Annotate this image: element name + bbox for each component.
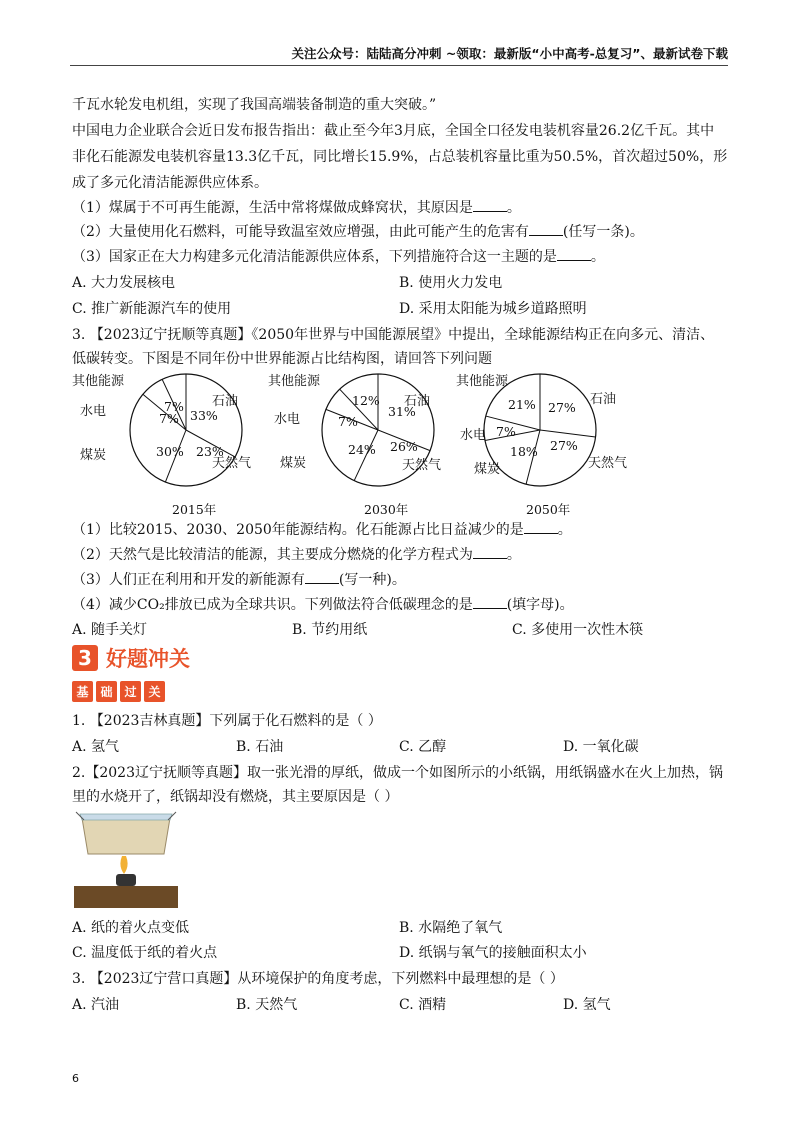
pie-label-gas: 天然气 — [588, 456, 628, 471]
q2-option-d[interactable]: D. 采用太阳能为城乡道路照明 — [399, 301, 587, 317]
q2-option-b[interactable]: B. 使用火力发电 — [399, 275, 503, 291]
water-surface — [80, 814, 172, 820]
section-heading: 好题冲关 — [106, 647, 190, 671]
section-title — [72, 644, 190, 672]
pct-value: 24% — [348, 442, 376, 457]
p1-option-a[interactable]: A. 氢气 — [72, 739, 120, 755]
pie-year-label: 2050年 — [526, 502, 571, 517]
p1-option-c[interactable]: C. 乙醇 — [399, 739, 447, 755]
flame — [120, 856, 127, 874]
badge-char: 关 — [144, 681, 165, 702]
pct-value: 7% — [496, 424, 516, 439]
pct-value: 31% — [388, 404, 416, 419]
table-surface — [74, 886, 178, 908]
intro-line: 中国电力企业联合会近日发布报告指出：截止至今年3月底，全国全口径发电装机容量26.2亿千瓦。其中 — [72, 123, 715, 139]
answer-blank[interactable] — [473, 595, 507, 609]
badge-char: 过 — [120, 681, 141, 702]
pie-label-coal: 煤炭 — [474, 462, 501, 477]
p3-option-a[interactable]: A. 汽油 — [72, 997, 120, 1013]
p2-option-a[interactable]: A. 纸的着火点变低 — [72, 920, 190, 936]
answer-blank[interactable] — [305, 570, 339, 584]
q3-sub4: （4）减少CO₂排放已成为全球共识。下列做法符合低碳理念的是 (填字母)。 — [72, 597, 574, 613]
q3-sub1: （1）比较2015、2030、2050年能源结构。化石能源占比日益减少的是 。 — [72, 522, 572, 538]
pct-value: 7% — [159, 411, 179, 426]
p1-stem: 1. 【2023吉林真题】下列属于化石燃料的是（ ） — [72, 713, 382, 729]
q3-stem-line: 低碳转变。下图是不同年份中世界能源占比结构图，请回答下列问题 — [72, 351, 492, 367]
answer-blank[interactable] — [529, 222, 563, 236]
pie-label-oil: 石油 — [404, 394, 431, 409]
q2-option-c[interactable]: C. 推广新能源汽车的使用 — [72, 301, 232, 317]
answer-blank[interactable] — [557, 247, 591, 261]
pct-value: 27% — [548, 400, 576, 415]
pct-value: 23% — [196, 444, 224, 459]
pct-value: 7% — [164, 399, 184, 414]
intro-line: 非化石能源发电装机容量13.3亿千瓦，同比增长15.9%，占总装机容量比重为50.5%，首次超过50%，形 — [72, 149, 728, 165]
q3-option-b[interactable]: B. 节约用纸 — [292, 622, 368, 638]
q3-sub3: （3）人们正在利用和开发的新能源有 (写一种)。 — [72, 572, 406, 588]
p2-stem-line: 2.【2023辽宁抚顺等真题】取一张光滑的厚纸，做成一个如图所示的小纸锅，用纸锅盛水在火上加热，锅 — [72, 765, 723, 781]
pct-value: 27% — [550, 438, 578, 453]
sub-section-badges — [72, 681, 165, 702]
pct-value: 7% — [338, 414, 358, 429]
q2-sub2: （2）大量使用化石燃料，可能导致温室效应增强，由此可能产生的危害有 (任写一条)。 — [72, 224, 644, 240]
pie-label-coal: 煤炭 — [280, 456, 307, 471]
pie-label-hydro: 水电 — [80, 404, 107, 419]
pie-year-label: 2015年 — [172, 502, 217, 517]
badge-char: 基 — [72, 681, 93, 702]
section-number: 3 — [72, 645, 98, 671]
answer-blank[interactable] — [473, 198, 507, 212]
p2-option-c[interactable]: C. 温度低于纸的着火点 — [72, 945, 218, 961]
pie-label-other: 其他能源 — [268, 374, 321, 389]
pct-value: 26% — [390, 439, 418, 454]
q3-stem-line: 3. 【2023辽宁抚顺等真题】《2050年世界与中国能源展望》中提出，全球能源结构正在向多元、清洁、 — [72, 327, 715, 343]
p3-option-c[interactable]: C. 酒精 — [399, 997, 447, 1013]
pie-chart-2050 — [456, 368, 690, 518]
q3-sub2: （2）天然气是比较清洁的能源，其主要成分燃烧的化学方程式为 。 — [72, 547, 521, 563]
page-header: 关注公众号：陆陆高分冲刺 ~领取：最新版“小中高考-总复习”、最新试卷下载 — [70, 44, 728, 66]
q2-sub3: （3）国家正在大力构建多元化清洁能源供应体系，下列措施符合这一主题的是 。 — [72, 249, 605, 265]
paper-pot-figure — [72, 808, 180, 910]
intro-line: 千瓦水轮发电机组，实现了我国高端装备制造的重大突破。” — [72, 97, 437, 113]
q2-option-a[interactable]: A. 大力发展核电 — [72, 275, 176, 291]
p2-option-b[interactable]: B. 水隔绝了氧气 — [399, 920, 503, 936]
page-number: 6 — [72, 1072, 79, 1085]
pie-label-oil: 石油 — [590, 392, 617, 407]
pie-label-oil: 石油 — [212, 394, 239, 409]
p3-option-b[interactable]: B. 天然气 — [236, 997, 298, 1013]
p2-option-d[interactable]: D. 纸锅与氧气的接触面积太小 — [399, 945, 587, 961]
pct-value: 30% — [156, 444, 184, 459]
p3-stem: 3. 【2023辽宁营口真题】从环境保护的角度考虑，下列燃料中最理想的是（ ） — [72, 971, 564, 987]
answer-blank[interactable] — [473, 545, 507, 559]
pct-value: 33% — [190, 408, 218, 423]
q3-option-c[interactable]: C. 多使用一次性木筷 — [512, 622, 644, 638]
intro-line: 成了多元化清洁能源供应体系。 — [72, 175, 268, 191]
pie-year-label: 2030年 — [364, 502, 409, 517]
pie-label-gas: 天然气 — [212, 456, 252, 471]
p3-option-d[interactable]: D. 氢气 — [563, 997, 611, 1013]
pct-value: 21% — [508, 397, 536, 412]
p2-stem-line: 里的水烧开了，纸锅却没有燃烧，其主要原因是（ ） — [72, 789, 399, 805]
burner — [116, 874, 136, 886]
p1-option-d[interactable]: D. 一氧化碳 — [563, 739, 639, 755]
pie-label-coal: 煤炭 — [80, 448, 107, 463]
answer-blank[interactable] — [524, 520, 558, 534]
pie-label-other: 其他能源 — [456, 374, 509, 389]
pie-label-hydro: 水电 — [274, 412, 301, 427]
pie-label-hydro: 水电 — [460, 428, 487, 443]
p1-option-b[interactable]: B. 石油 — [236, 739, 284, 755]
badge-char: 础 — [96, 681, 117, 702]
pct-value: 12% — [352, 393, 380, 408]
pie-label-gas: 天然气 — [402, 458, 442, 473]
pct-value: 18% — [510, 444, 538, 459]
pie-label-other: 其他能源 — [72, 374, 125, 389]
paper-pot — [82, 818, 170, 854]
q2-sub1: （1）煤属于不可再生能源，生活中常将煤做成蜂窝状，其原因是 。 — [72, 200, 521, 216]
q3-option-a[interactable]: A. 随手关灯 — [72, 622, 148, 638]
